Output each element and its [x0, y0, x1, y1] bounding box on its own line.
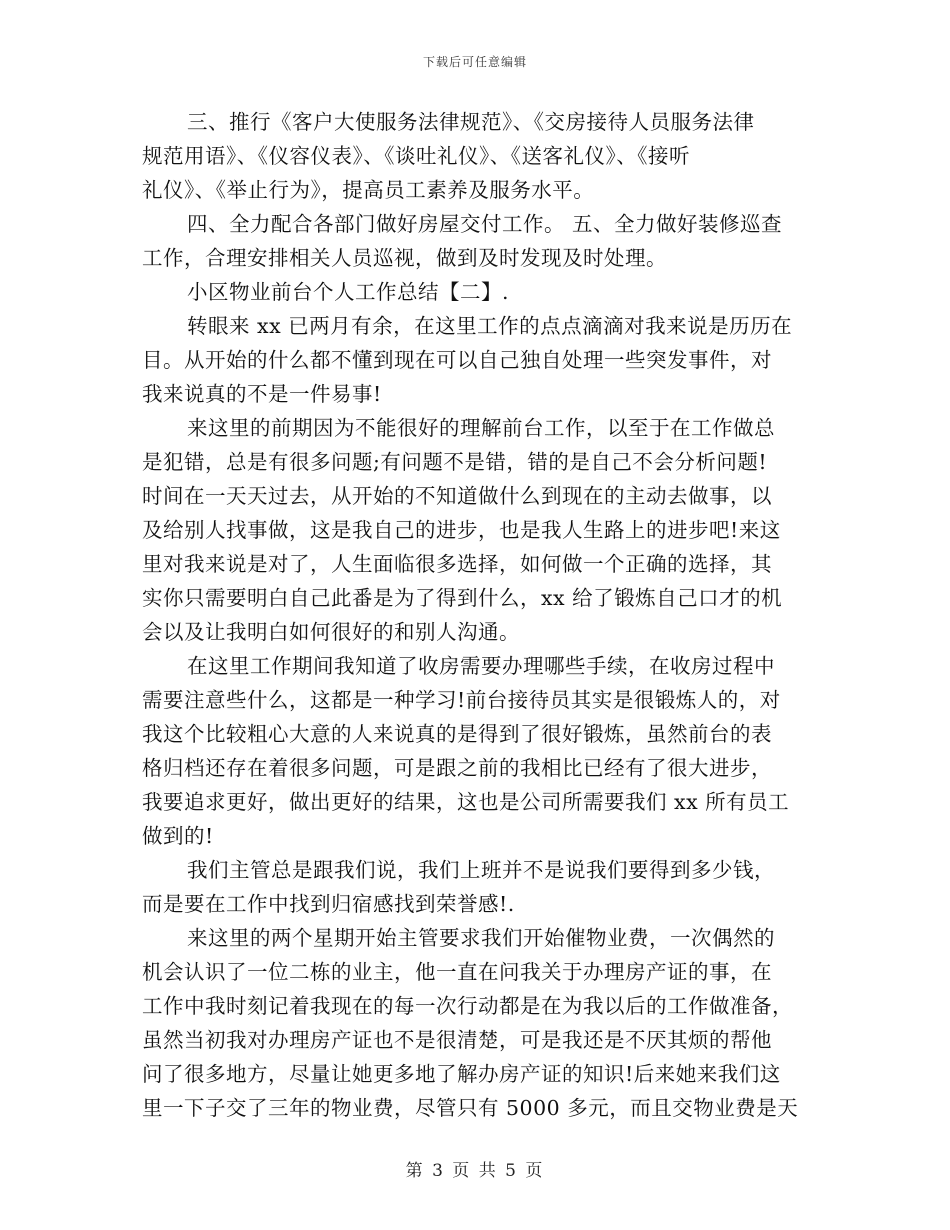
text-line: 里对我来说是对了，人生面临很多选择，如何做一个正确的选择，其	[142, 552, 772, 576]
text-line: 转眼来 xx 已两月有余，在这里工作的点点滴滴对我来说是历历在	[187, 314, 793, 338]
text-line: 问了很多地方，尽量让她更多地了解办房产证的知识!后来她来我们这	[142, 1062, 781, 1086]
text-line: 机会认识了一位二栋的业主，他一直在问我关于办理房产证的事，在	[142, 960, 772, 984]
text-line: 实你只需要明白自己此番是为了得到什么，xx 给了锻炼自己口才的机	[142, 586, 783, 610]
text-line: 工作，合理安排相关人员巡视，做到及时发现及时处理。	[142, 246, 667, 270]
text-line: 礼仪》、《举止行为》，提高员工素养及服务水平。	[142, 178, 595, 202]
text-line: 来这里的前期因为不能很好的理解前台工作，以至于在工作做总	[187, 416, 775, 440]
text-line: 四、全力配合各部门做好房屋交付工作。 五、全力做好装修巡查	[187, 212, 783, 236]
text-line: 及给别人找事做，这是我自己的进步，也是我人生路上的进步吧!来这	[142, 518, 781, 542]
text-line: 会以及让我明白如何很好的和别人沟通。	[142, 620, 520, 644]
text-line: 格归档还存在着很多问题，可是跟之前的我相比已经有了很大进步，	[142, 756, 772, 780]
text-line: 做到的!	[142, 824, 214, 848]
text-line: 我们主管总是跟我们说，我们上班并不是说我们要得到多少钱，	[187, 858, 775, 882]
text-line: 是犯错，总是有很多问题;有问题不是错，错的是自己不会分析问题!	[142, 450, 768, 474]
text-line: 需要注意些什么，这都是一种学习!前台接待员其实是很锻炼人的，对	[142, 688, 781, 712]
text-line: 规范用语》、《仪容仪表》、《谈吐礼仪》、《送客礼仪》、《接听	[142, 144, 690, 168]
page-number: 第 3 页 共 5 页	[405, 1161, 545, 1181]
text-line: 目。从开始的什么都不懂到现在可以自己独自处理一些突发事件，对	[142, 348, 772, 372]
text-line: 工作中我时刻记着我现在的每一次行动都是在为我以后的工作做准备，	[142, 994, 793, 1018]
text-line: 在这里工作期间我知道了收房需要办理哪些手续，在收房过程中	[187, 654, 775, 678]
text-line: 三、推行《客户大使服务法律规范》、《交房接待人员服务法律	[187, 110, 755, 134]
page-header: 下载后可任意编辑	[422, 55, 527, 69]
text-line: 我来说真的不是一件易事!	[142, 382, 382, 406]
document-body	[142, 105, 808, 1125]
text-line: 来这里的两个星期开始主管要求我们开始催物业费，一次偶然的	[187, 926, 775, 950]
text-line: 我这个比较粗心大意的人来说真的是得到了很好锻炼，虽然前台的表	[142, 722, 772, 746]
text-line: 时间在一天天过去，从开始的不知道做什么到现在的主动去做事，以	[142, 484, 772, 508]
text-line: 而是要在工作中找到归宿感找到荣誉感!.	[142, 892, 515, 916]
text-line: 里一下子交了三年的物业费，尽管只有 5000 多元，而且交物业费是天	[142, 1096, 799, 1120]
text-line: 我要追求更好，做出更好的结果，这也是公司所需要我们 xx 所有员工	[142, 790, 790, 814]
section-heading: 小区物业前台个人工作总结【二】.	[187, 280, 510, 304]
text-line: 虽然当初我对办理房产证也不是很清楚，可是我还是不厌其烦的帮他	[142, 1028, 772, 1052]
